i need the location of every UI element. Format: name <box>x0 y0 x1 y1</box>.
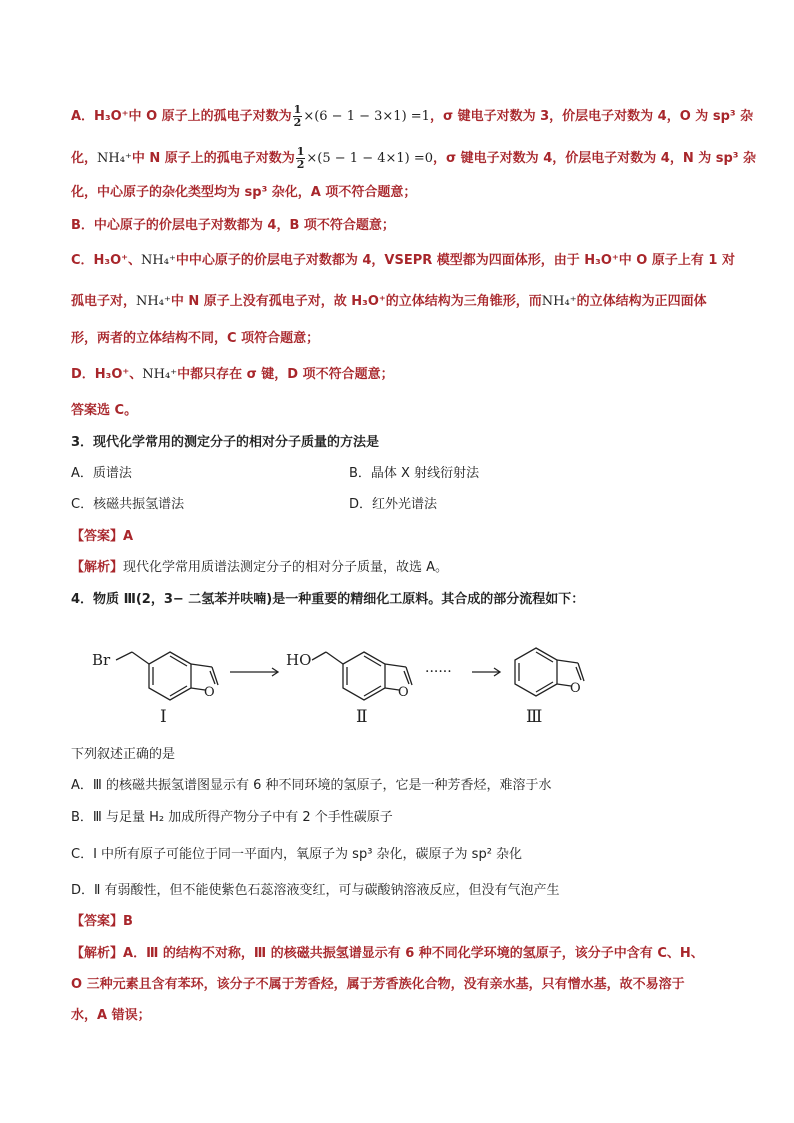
option-d-text-1: D．H₃O⁺、 <box>71 367 143 382</box>
analysis-tag: 【解析】 <box>71 560 124 575</box>
option-a-line-3: 化，中心原子的杂化类型均为 sp³ 杂化，A 项不符合题意； <box>71 185 417 200</box>
oxygen-label-1: O <box>204 685 215 700</box>
option-a-expression-2: ×(5 − 1 − 4×1) =0 <box>306 151 434 166</box>
question-4-option-c: C．Ⅰ 中所有原子可能位于同一平面内，氧原子为 sp³ 杂化，碳原子为 sp² 杂化 <box>71 847 523 862</box>
question-4-option-d: D．Ⅱ 有弱酸性，但不能使紫色石蕊溶液变红，可与碳酸钠溶液反应，但没有气泡产生 <box>71 883 560 898</box>
fraction-half <box>293 104 303 129</box>
synthesis-scheme <box>80 630 620 730</box>
fraction-numerator: 1 <box>293 103 302 116</box>
option-d-line <box>71 365 394 385</box>
question-3-analysis <box>71 558 448 578</box>
option-a-text-4: 中 N 原子上的孤电子对数为 <box>131 151 295 166</box>
question-3-option-d: D．红外光谱法 <box>349 497 438 512</box>
compound-1-structure <box>116 652 218 700</box>
analysis-tag: 【解析】 <box>71 946 124 961</box>
question-4-option-a: A．Ⅲ 的核磁共振氢谱图显示有 6 种不同环境的氢原子，它是一种芳香烃，难溶于水 <box>71 778 552 793</box>
compound-3-label: Ⅲ <box>526 707 543 727</box>
oxygen-label-3: O <box>570 681 581 696</box>
question-3-stem: 3．现代化学常用的测定分子的相对分子质量的方法是 <box>71 435 380 450</box>
ammonium-ion: NH₄⁺ <box>142 367 178 382</box>
fraction-numerator-2: 1 <box>296 145 305 158</box>
compound-2-label: Ⅱ <box>356 707 368 727</box>
question-3-option-a: A．质谱法 <box>71 466 132 481</box>
option-a-text-2: ，σ 键电子对数为 3，价层电子对数为 4，O 为 sp³ 杂 <box>429 109 754 124</box>
option-a-text-3: 化， <box>71 151 98 166</box>
option-a-line-2 <box>71 146 756 171</box>
fraction-denominator-2: 2 <box>296 158 305 171</box>
bromo-label: Br <box>92 651 111 669</box>
question-4-prompt: 下列叙述正确的是 <box>71 747 176 762</box>
ammonium-ion: NH₄⁺ <box>141 253 176 268</box>
option-c-text-3: 孤电子对， <box>71 294 137 309</box>
ammonium-ion: NH₄⁺ <box>136 294 171 309</box>
question-4-answer: 【答案】B <box>71 914 133 929</box>
answer-2: 答案选 C。 <box>71 403 138 418</box>
oxygen-label-2: O <box>398 685 409 700</box>
multi-step-dots: ······ <box>425 664 452 680</box>
question-3-analysis-text: 现代化学常用质谱法测定分子的相对分子质量，故选 A。 <box>123 560 449 575</box>
option-c-text-1: C．H₃O⁺、 <box>71 253 142 268</box>
option-c-text-2: 中中心原子的价层电子对数都为 4，VSEPR 模型都为四面体形，由于 H₃O⁺中 O 原子上有 1 对 <box>175 253 735 268</box>
question-4-option-b: B．Ⅲ 与足量 H₂ 加成所得产物分子中有 2 个手性碳原子 <box>71 810 393 825</box>
fraction-denominator: 2 <box>293 116 302 129</box>
option-a-expression-1: ×(6 − 1 − 3×1) =1 <box>303 109 430 124</box>
question-3-option-c: C．核磁共振氢谱法 <box>71 497 185 512</box>
question-4-stem: 4．物质 Ⅲ(2，3− 二氢苯并呋喃)是一种重要的精细化工原料。其合成的部分流程如下： <box>71 592 585 607</box>
option-c-text-4: 中 N 原子上没有孤电子对，故 H₃O⁺的立体结构为三角锥形，而 <box>170 294 542 309</box>
hydroxyl-label: HO <box>286 651 312 669</box>
option-c-text-5: 的立体结构为正四面体 <box>576 294 707 309</box>
option-c-line-2 <box>71 292 707 312</box>
compound-1-label: Ⅰ <box>160 707 167 727</box>
compound-2-structure <box>312 652 412 700</box>
question-4-analysis-line-2: O 三种元素且含有苯环，该分子不属于芳香烃，属于芳香族化合物，没有亲水基，只有憎水基，故不易溶于 <box>71 977 685 992</box>
option-a-line-1 <box>71 104 753 129</box>
question-4-analysis-text-1: A．Ⅲ 的结构不对称，Ⅲ 的核磁共振氢谱显示有 6 种不同化学环境的氢原子，该分子中含有 C、H、 <box>123 946 704 961</box>
ammonium-ion: NH₄⁺ <box>97 151 132 166</box>
question-3-answer: 【答案】A <box>71 529 134 544</box>
option-c-line-1 <box>71 251 735 271</box>
question-4-analysis-line-1 <box>71 944 704 964</box>
question-4-analysis-line-3: 水，A 错误； <box>71 1008 151 1023</box>
fraction-half-2 <box>296 146 306 171</box>
option-d-text-2: 中都只存在 σ 键，D 项不符合题意； <box>177 367 394 382</box>
option-b-line: B．中心原子的价层电子对数都为 4，B 项不符合题意； <box>71 218 395 233</box>
option-a-text-1: A．H₃O⁺中 O 原子上的孤电子对数为 <box>71 109 292 124</box>
question-3-option-b: B．晶体 X 射线衍射法 <box>349 466 480 481</box>
option-c-line-3: 形，两者的立体结构不同，C 项符合题意； <box>71 331 320 346</box>
option-a-text-5: ，σ 键电子对数为 4，价层电子对数为 4，N 为 sp³ 杂 <box>433 151 757 166</box>
ammonium-ion: NH₄⁺ <box>541 294 577 309</box>
